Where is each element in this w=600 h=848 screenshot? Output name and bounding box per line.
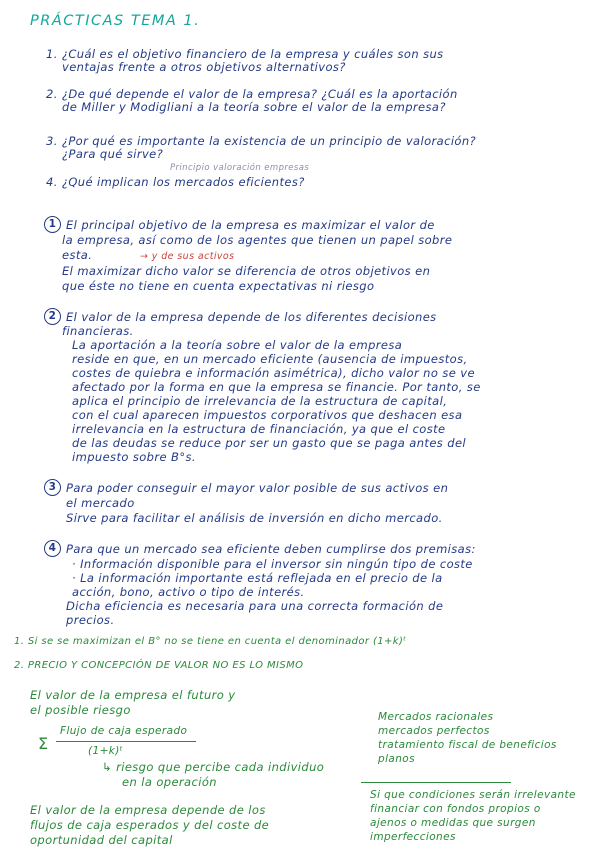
formula-denominator: (1+k)ᵗ [88,745,124,757]
answer-3-line: Para poder conseguir el mayor valor posible de sus activos en [66,481,449,495]
fraction-line [56,741,196,742]
answer-2-line: costes de quiebra e información asimétrica), dicho valor no se ve [72,366,475,380]
answer-1-number: 1 [44,216,61,233]
answer-4-line: acción, bono, activo o tipo de interés. [72,585,305,599]
question-4-line-1: 4. ¿Qué implican los mercados eficientes? [46,175,305,189]
question-3-note: Principio valoración empresas [170,163,310,173]
right-bottom-line: ajenos o medidas que surgen [370,817,536,829]
answer-1-line: El maximizar dicho valor se diferencia de otros objetivos en [62,264,431,278]
answer-1-line: El principal objetivo de la empresa es maximizar el valor de [66,218,435,232]
right-list-item: planos [378,753,415,765]
answer-2-line: de las deudas se reduce por ser un gasto que se paga antes del [72,436,467,450]
answer-2-line: reside en que, en un mercado eficiente (ausencia de impuestos, [72,352,468,366]
right-bottom-line: Si que condiciones serán irrelevante [370,789,576,801]
question-2-line-2: de Miller y Modigliani a la teoría sobre el valor de la empresa? [62,100,446,114]
answer-1-line: que éste no tiene en cuenta expectativas ni riesgo [62,279,375,293]
answer-4-line: · La información importante está reflejada en el precio de la [72,571,443,585]
right-bottom-line: imperfecciones [370,831,456,843]
green-note-1: 1. Si se se maximizan el B° no se tiene en cuenta el denominador (1+k)ᵗ [14,636,407,647]
right-bottom-line: financiar con fondos propios o [370,803,541,815]
green-note-3-line-1: El valor de la empresa el futuro y [30,688,236,702]
answer-2-number: 2 [44,308,61,325]
answer-1-line: la empresa, así como de los agentes que tienen un papel sobre [62,233,453,247]
arrow-note-line-2: en la operación [122,775,217,789]
answer-4-number: 4 [44,540,61,557]
sigma-symbol: Σ [38,734,49,753]
page-title: PRÁCTICAS TEMA 1. [30,13,201,29]
answer-4-line: Dicha eficiencia es necesaria para una correcta formación de [66,599,444,613]
answer-2-line: con el cual aparecen impuestos corporativos que deshacen esa [72,408,463,422]
green-note-3-line-2: el posible riesgo [30,703,131,717]
right-list-item: Mercados racionales [378,711,494,723]
answer-4-line: Para que un mercado sea eficiente deben cumplirse dos premisas: [66,542,476,556]
answer-2-line: aplica el principio de irrelevancia de la estructura de capital, [72,394,448,408]
answer-3-line: Sirve para facilitar el análisis de inversión en dicho mercado. [66,511,443,525]
right-list-item: mercados perfectos [378,725,490,737]
answer-2-line: impuesto sobre B°s. [72,450,196,464]
bottom-left-line-2: flujos de caja esperados y del coste de [30,818,270,832]
formula-numerator: Flujo de caja esperado [60,725,188,737]
answer-3-line: el mercado [66,496,135,510]
answer-1-line: esta. [62,248,93,262]
right-list-item: tratamiento fiscal de beneficios [378,739,557,751]
answer-2-line: El valor de la empresa depende de los diferentes decisiones [66,310,437,324]
question-3-line-1: 3. ¿Por qué es importante la existencia de un principio de valoración? [46,134,477,148]
answer-2-line: afectado por la forma en que la empresa se financie. Por tanto, se [72,380,481,394]
green-note-2: 2. PRECIO Y CONCEPCIÓN DE VALOR NO ES LO MISMO [14,660,304,671]
answer-2-line: La aportación a la teoría sobre el valor de la empresa [72,338,403,352]
bottom-left-line-1: El valor de la empresa depende de los [30,803,266,817]
question-2-line-1: 2. ¿De qué depende el valor de la empresa? ¿Cuál es la aportación [46,87,458,101]
answer-4-line: · Información disponible para el inversor sin ningún tipo de coste [72,557,473,571]
arrow-note-line-1: ↳ riesgo que percibe cada individuo [102,760,325,774]
question-1-line-1: 1. ¿Cuál es el objetivo financiero de la empresa y cuáles son sus [46,47,444,61]
answer-3-number: 3 [44,479,61,496]
answer-2-line: financieras. [62,324,134,338]
question-1-line-2: ventajas frente a otros objetivos alternativos? [62,60,346,74]
answer-4-line: precios. [66,613,115,627]
bracket-underline [361,762,511,783]
answer-2-line: irrelevancia en la estructura de financiación, ya que el coste [72,422,446,436]
bottom-left-line-3: oportunidad del capital [30,833,173,847]
answer-1-insert: → y de sus activos [140,251,235,262]
question-3-line-2: ¿Para qué sirve? [62,147,164,161]
